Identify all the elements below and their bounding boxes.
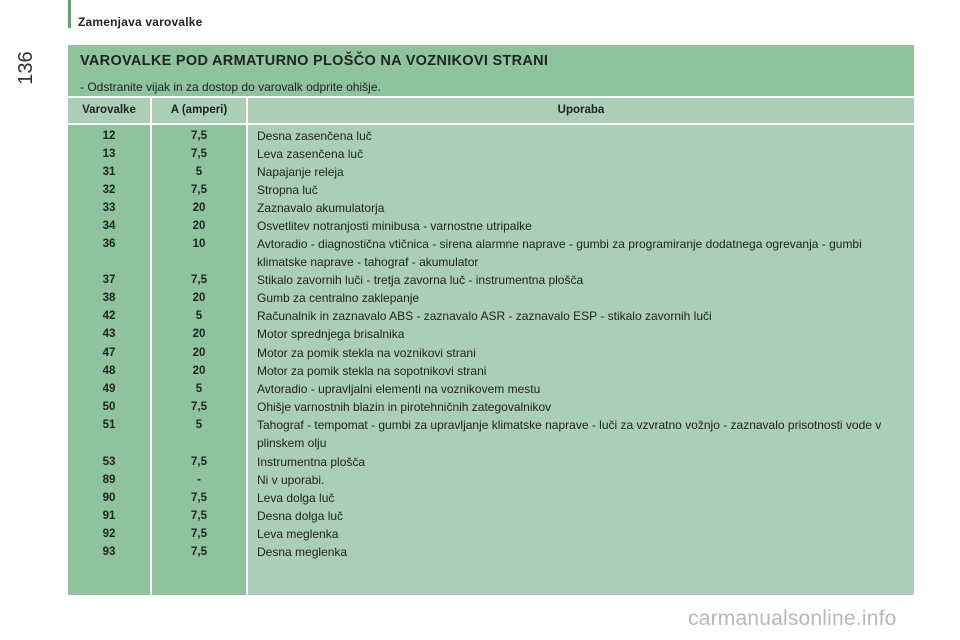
fuse-panel	[68, 45, 914, 595]
fuse-number: 50	[102, 401, 116, 413]
fuse-use: Desna dolga luč	[257, 509, 344, 523]
fuse-number: 48	[102, 365, 116, 377]
amperage: 7,5	[191, 510, 207, 522]
header-amps: A (amperi)	[170, 104, 228, 116]
amperage: 20	[192, 328, 206, 340]
fuse-number: 91	[102, 510, 116, 522]
fuse-use: Zaznavalo akumulatorja	[257, 201, 385, 215]
fuse-use: Napajanje releja	[257, 165, 344, 179]
amperage: 5	[195, 166, 203, 178]
section-header: Zamenjava varovalke	[78, 15, 203, 29]
fuse-use: Avtoradio - diagnostična vtičnica - sirena alarmne naprave - gumbi za programiranje dodatnega ogrevanja - gumbi klimatske naprave - tahograf - akumulator	[257, 237, 862, 269]
fuse-number: 49	[102, 383, 116, 395]
amperage: 5	[195, 419, 203, 431]
amperage: 7,5	[191, 492, 207, 504]
fuse-number: 42	[102, 310, 116, 322]
amperage: 7,5	[191, 456, 207, 468]
fuse-use: Ni v uporabi.	[257, 473, 325, 487]
fuse-number: 43	[102, 328, 116, 340]
amperage: 7,5	[191, 274, 207, 286]
fuse-number: 93	[102, 546, 116, 558]
amperage: 20	[192, 365, 206, 377]
fuse-use: Motor za pomik stekla na voznikovi strani	[257, 346, 476, 360]
fuse-use: Stropna luč	[257, 183, 318, 197]
fuse-use: Desna zasenčena luč	[257, 129, 372, 143]
amperage: 5	[195, 310, 203, 322]
amperage: 7,5	[191, 546, 207, 558]
page-number: 136	[14, 51, 37, 85]
page-title: VAROVALKE POD ARMATURNO PLOŠČO NA VOZNIKOVI STRANI	[80, 53, 549, 69]
amperage: 7,5	[191, 528, 207, 540]
fuse-use: Leva dolga luč	[257, 491, 335, 505]
fuse-number: 90	[102, 492, 116, 504]
fuse-use: Računalnik in zaznavalo ABS - zaznavalo ASR - zaznavalo ESP - stikalo zavornih luči	[257, 309, 712, 323]
fuse-number: 12	[102, 130, 116, 142]
fuse-number: 32	[102, 184, 116, 196]
amperage: 7,5	[191, 184, 207, 196]
amperage: 20	[192, 292, 206, 304]
amperage: 7,5	[191, 130, 207, 142]
fuse-number: 33	[102, 202, 116, 214]
fuse-number: 53	[102, 456, 116, 468]
fuse-use: Osvetlitev notranjosti minibusa - varnostne utripalke	[257, 219, 532, 233]
fuse-number: 47	[102, 347, 116, 359]
fuse-number: 51	[102, 419, 116, 431]
fuse-number: 92	[102, 528, 116, 540]
header-use: Uporaba	[557, 104, 605, 116]
fuse-use: Leva meglenka	[257, 527, 339, 541]
fuse-number: 36	[102, 238, 116, 250]
amperage: 10	[192, 238, 206, 250]
fuse-use: Instrumentna plošča	[257, 455, 366, 469]
title-band	[68, 45, 914, 97]
fuse-use: Tahograf - tempomat - gumbi za upravljanje klimatske naprave - luči za vzvratno vožnjo - zaznavalo prisotnosti vode v plinskem olju	[257, 418, 882, 450]
amperage: 20	[192, 220, 206, 232]
fuse-use: Stikalo zavornih luči - tretja zavorna luč - instrumentna plošča	[257, 273, 584, 287]
fuse-use: Motor sprednjega brisalnika	[257, 327, 405, 341]
header-bottom-divider	[68, 123, 914, 125]
fuse-use: Leva zasenčena luč	[257, 147, 364, 161]
fuse-use: Motor za pomik stekla na sopotnikovi strani	[257, 364, 487, 378]
amperage: -	[197, 474, 201, 486]
fuse-use: Ohišje varnostnih blazin in pirotehničnih zategovalnikov	[257, 400, 552, 414]
fuse-use: Desna meglenka	[257, 545, 348, 559]
fuse-number: 13	[102, 148, 116, 160]
instruction-text: - Odstranite vijak in za dostop do varovalk odprite ohišje.	[80, 80, 381, 94]
watermark: carmanualsonline.info	[688, 607, 897, 630]
amperage: 20	[192, 202, 206, 214]
header-fuse: Varovalke	[82, 104, 136, 116]
fuse-number: 89	[102, 474, 116, 486]
amperage: 20	[192, 347, 206, 359]
fuse-number: 34	[102, 220, 116, 232]
fuse-use: Avtoradio - upravljalni elementi na voznikovem mestu	[257, 382, 541, 396]
column-divider-2	[246, 98, 248, 595]
fuse-number: 31	[102, 166, 116, 178]
amperage: 7,5	[191, 148, 207, 160]
fuse-use: Gumb za centralno zaklepanje	[257, 291, 420, 305]
fuse-number: 38	[102, 292, 116, 304]
fuse-number: 37	[102, 274, 116, 286]
amperage: 7,5	[191, 401, 207, 413]
section-accent-bar	[68, 0, 71, 28]
amperage: 5	[195, 383, 203, 395]
